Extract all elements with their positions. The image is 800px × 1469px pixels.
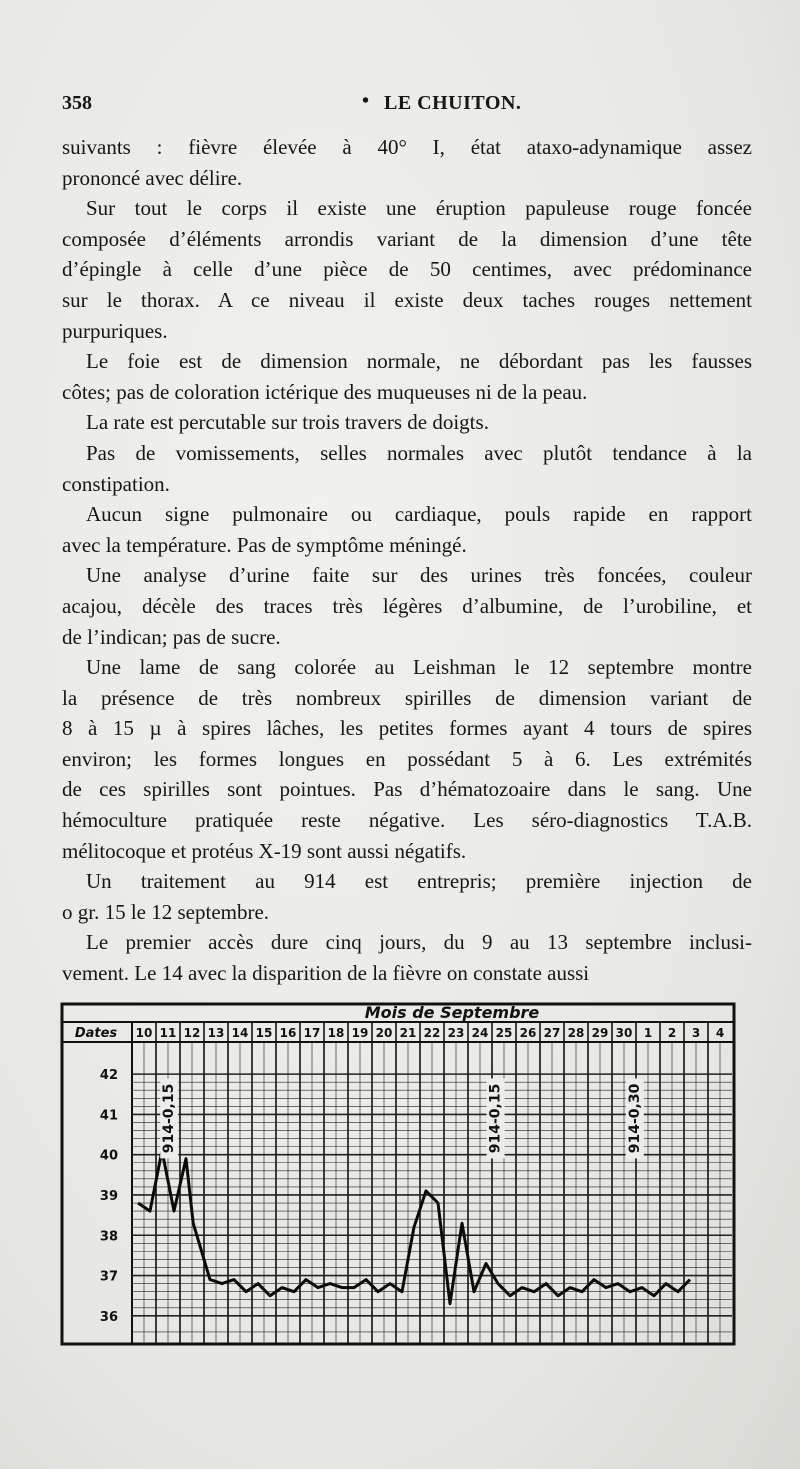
x-tick-label: 2 bbox=[667, 1026, 677, 1040]
text-line: constipation. bbox=[62, 471, 170, 496]
body-text bbox=[62, 132, 752, 989]
text-line: sur le thorax. A ce niveau il existe deux taches rouges nettement bbox=[62, 287, 752, 312]
x-tick-label: 14 bbox=[231, 1026, 249, 1040]
x-tick-label: 28 bbox=[567, 1026, 585, 1040]
x-tick-label: 27 bbox=[543, 1026, 561, 1040]
text-line: environ; les formes longues en possédant 5 à 6. Les extrémités bbox=[62, 746, 752, 771]
text-line: d’épingle à celle d’une pièce de 50 centimes, avec prédominance bbox=[62, 257, 752, 282]
x-tick-label: 3 bbox=[691, 1026, 701, 1040]
text-line: Pas de vomissements, selles normales avec plutôt tendance à la bbox=[86, 440, 752, 465]
x-tick-label: 30 bbox=[615, 1026, 633, 1040]
chart-title: Mois de Septembre bbox=[364, 1003, 540, 1022]
injection-annotation: 914-0,15 bbox=[487, 1083, 504, 1154]
injection-annotation: 914-0,15 bbox=[161, 1083, 178, 1154]
text-line: Sur tout le corps il existe une éruption papuleuse rouge foncée bbox=[86, 196, 752, 221]
running-title: LE CHUITON. bbox=[384, 92, 522, 114]
text-line: suivants : fièvre élevée à 40° I, état ataxo-adynamique assez bbox=[62, 135, 752, 159]
text-line: o gr. 15 le 12 septembre. bbox=[62, 899, 270, 924]
x-tick-label: 16 bbox=[279, 1026, 297, 1040]
chart-frame bbox=[62, 1004, 734, 1344]
text-line: vement. Le 14 avec la disparition de la fièvre on constate aussi bbox=[62, 961, 590, 986]
x-tick-label: 12 bbox=[183, 1026, 201, 1040]
x-tick-label: 11 bbox=[159, 1026, 177, 1040]
x-tick-label: 13 bbox=[207, 1026, 225, 1040]
page-header bbox=[62, 92, 752, 118]
y-tick-label: 42 bbox=[99, 1068, 118, 1084]
x-axis-label: Dates bbox=[74, 1026, 118, 1041]
y-tick-label: 40 bbox=[99, 1148, 118, 1164]
text-line: de ces spirilles sont pointues. Pas d’hématozoaire dans le sang. Une bbox=[62, 777, 752, 802]
x-tick-label: 20 bbox=[375, 1026, 393, 1040]
x-tick-label: 24 bbox=[471, 1026, 489, 1040]
x-tick-label: 15 bbox=[255, 1026, 273, 1040]
x-tick-label: 4 bbox=[715, 1026, 725, 1040]
y-tick-label: 37 bbox=[99, 1269, 118, 1285]
text-line: de l’indican; pas de sucre. bbox=[62, 624, 281, 649]
injection-annotation: 914-0,30 bbox=[626, 1083, 643, 1154]
text-line: Une lame de sang colorée au Leishman le 12 septembre montre bbox=[86, 655, 752, 680]
text-line: 8 à 15 µ à spires lâches, les petites formes ayant 4 tours de spires bbox=[62, 716, 752, 741]
text-line: la présence de très nombreux spirilles de dimension variant de bbox=[62, 685, 752, 710]
x-tick-label: 1 bbox=[643, 1026, 653, 1040]
text-line: Le premier accès dure cinq jours, du 9 au 13 septembre inclusi- bbox=[86, 930, 752, 955]
text-line: côtes; pas de coloration ictérique des muqueuses ni de la peau. bbox=[62, 379, 588, 404]
text-line: composée d’éléments arrondis variant de la dimension d’une tête bbox=[62, 226, 752, 251]
y-tick-label: 41 bbox=[99, 1108, 118, 1124]
temperature-chart bbox=[60, 1002, 736, 1346]
text-line: purpuriques. bbox=[62, 318, 168, 343]
text-line: mélitocoque et protéus X-19 sont aussi négatifs. bbox=[62, 838, 467, 863]
y-tick-label: 39 bbox=[99, 1188, 118, 1204]
text-line: hémoculture pratiquée reste négative. Les séro-diagnostics T.A.B. bbox=[62, 808, 752, 833]
text-line: acajou, décèle des traces très légères d’albumine, de l’urobiline, et bbox=[62, 593, 752, 618]
x-tick-label: 23 bbox=[447, 1026, 465, 1040]
x-tick-label: 18 bbox=[327, 1026, 345, 1040]
text-line: Aucun signe pulmonaire ou cardiaque, pouls rapide en rapport bbox=[86, 502, 752, 527]
text-line: Une analyse d’urine faite sur des urines très foncées, couleur bbox=[86, 563, 752, 588]
text-line: avec la température. Pas de symptôme méningé. bbox=[62, 532, 467, 557]
y-tick-label: 36 bbox=[99, 1309, 118, 1325]
text-line: Un traitement au 914 est entrepris; première injection de bbox=[86, 869, 752, 894]
temperature-chart-svg bbox=[60, 1002, 736, 1346]
x-tick-label: 29 bbox=[591, 1026, 609, 1040]
page-number: 358 bbox=[62, 92, 92, 114]
text-line: prononcé avec délire. bbox=[62, 165, 243, 190]
x-tick-label: 17 bbox=[303, 1026, 321, 1040]
y-tick-label: 38 bbox=[99, 1229, 118, 1245]
x-tick-label: 25 bbox=[495, 1026, 513, 1040]
text-line: La rate est percutable sur trois travers de doigts. bbox=[86, 410, 489, 435]
text-line: Le foie est de dimension normale, ne débordant pas les fausses bbox=[86, 349, 752, 374]
x-tick-label: 26 bbox=[519, 1026, 537, 1040]
x-tick-label: 21 bbox=[399, 1026, 417, 1040]
header-dot: • bbox=[362, 90, 370, 112]
x-tick-label: 10 bbox=[135, 1026, 153, 1040]
x-tick-label: 22 bbox=[423, 1026, 441, 1040]
x-tick-label: 19 bbox=[351, 1026, 369, 1040]
